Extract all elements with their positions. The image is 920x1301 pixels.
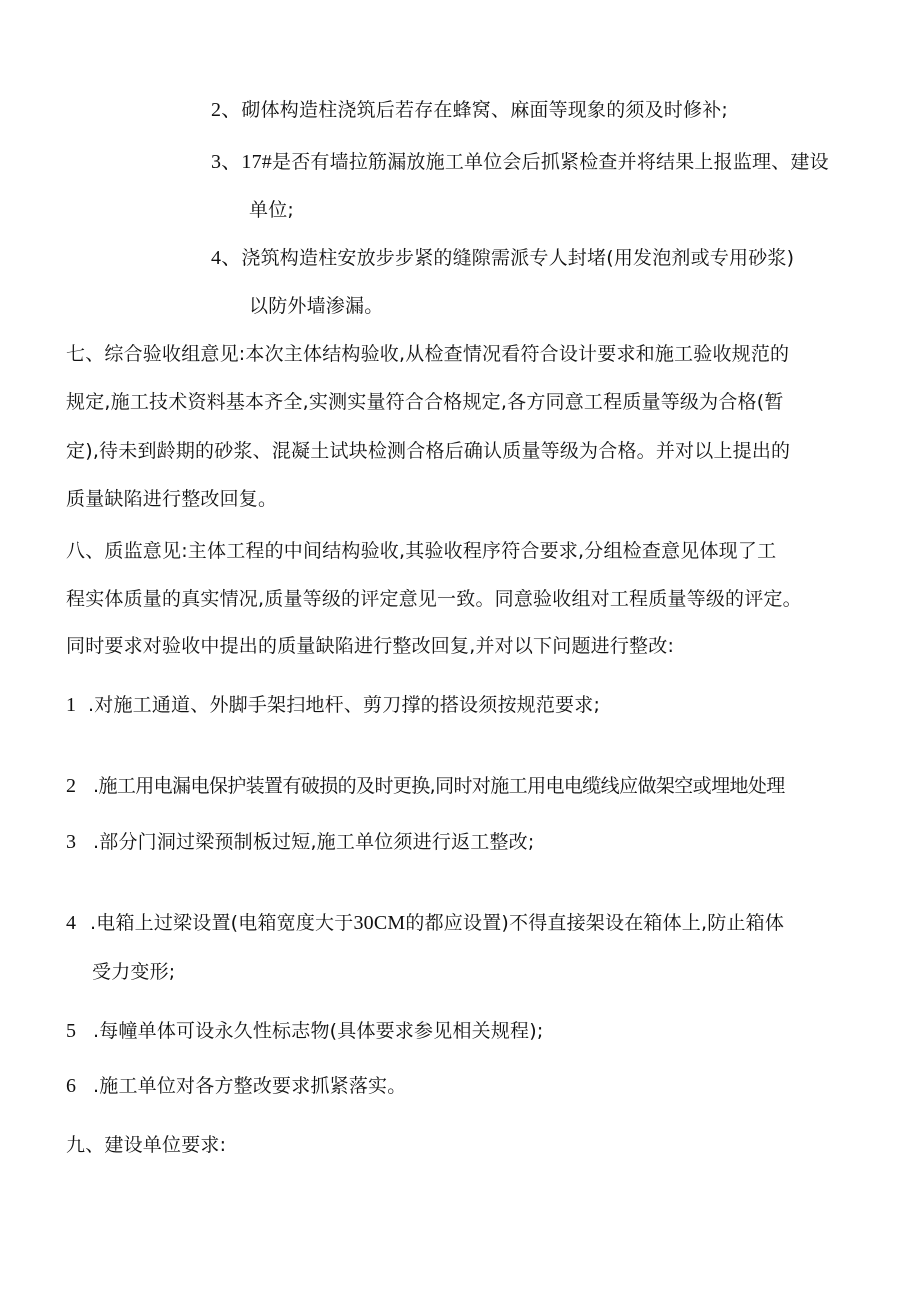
list-item-2 [66, 774, 785, 798]
list-item-4-continuation [92, 960, 175, 984]
sub-item-number: 4、 [211, 247, 242, 269]
list-item-text: .施工用电漏电保护装置有破损的及时更换,同时对施工用电电缆线应做架空或埋地处理 [93, 775, 785, 797]
list-item-text: .施工单位对各方整改要求抓紧落实。 [93, 1075, 407, 1097]
list-item-4 [66, 911, 784, 935]
list-item-5 [66, 1019, 543, 1043]
sub-item-text: 浇筑构造柱安放步步紧的缝隙需派专人封堵(用发泡剂或专用砂浆) [241, 247, 795, 269]
list-item-1 [66, 693, 600, 717]
sub-item-text: 以防外墙渗漏。 [249, 295, 384, 317]
list-item-text: .每幢单体可设永久性标志物(具体要求参见相关规程); [93, 1020, 544, 1042]
list-item-number: 6 [66, 1075, 77, 1097]
section8-line-1: 八、质监意见:主体工程的中间结构验收,其验收程序符合要求,分组检查意见体现了工 [66, 540, 777, 562]
section7-line-3: 定),待未到龄期的砂浆、混凝土试块检测合格后确认质量等级为合格。并对以上提出的 [66, 440, 791, 462]
list-item-3 [66, 830, 534, 854]
list-item-text: 的都应设置)不得直接架设在箱体上,防止箱体 [405, 912, 785, 934]
section7-line-1: 七、综合验收组意见:本次主体结构验收,从检查情况看符合设计要求和施工验收规范的 [66, 343, 790, 365]
section8-line-3: 同时要求对验收中提出的质量缺陷进行整改回复,并对以下问题进行整改: [66, 635, 675, 657]
sub-item-text: 是否有墙拉筋漏放施工单位会后抓紧检查并将结果上报监理、建设 [272, 151, 829, 173]
sub-item-text: 砌体构造柱浇筑后若存在蜂窝、麻面等现象的须及时修补; [241, 99, 729, 121]
section8-line-2: 程实体质量的真实情况,质量等级的评定意见一致。同意验收组对工程质量等级的评定。 [66, 588, 802, 610]
sub-item-4-continuation [249, 294, 383, 318]
list-item-text: 受力变形; [92, 961, 176, 983]
list-item-number: 5 [66, 1020, 77, 1042]
sub-item-3 [211, 150, 829, 174]
sub-item-number: 2、 [211, 99, 242, 121]
sub-item-building-number: 17# [241, 151, 273, 173]
sub-item-2 [211, 98, 728, 122]
section9-heading: 九、建设单位要求: [66, 1134, 227, 1156]
list-item-text: .部分门洞过梁预制板过短,施工单位须进行返工整改; [93, 831, 535, 853]
list-item-6 [66, 1074, 406, 1098]
list-item-measure: 30CM [353, 912, 406, 934]
sub-item-text: 单位; [249, 199, 295, 221]
section7-line-2: 规定,施工技术资料基本齐全,实测实量符合合格规定,各方同意工程质量等级为合格(暂 [66, 391, 784, 413]
list-item-text: .电箱上过梁设置(电箱宽度大于 [90, 912, 354, 934]
list-item-number: 3 [66, 831, 77, 853]
list-item-number: 1 [66, 694, 77, 716]
sub-item-number: 3、 [211, 151, 242, 173]
sub-item-3-continuation [249, 198, 294, 222]
list-item-number: 2 [66, 775, 77, 797]
list-item-number: 4 [66, 912, 77, 934]
section7-line-4: 质量缺陷进行整改回复。 [66, 488, 278, 510]
sub-item-4 [211, 246, 794, 270]
list-item-text: .对施工通道、外脚手架扫地杆、剪刀撑的搭设须按规范要求; [88, 694, 601, 716]
